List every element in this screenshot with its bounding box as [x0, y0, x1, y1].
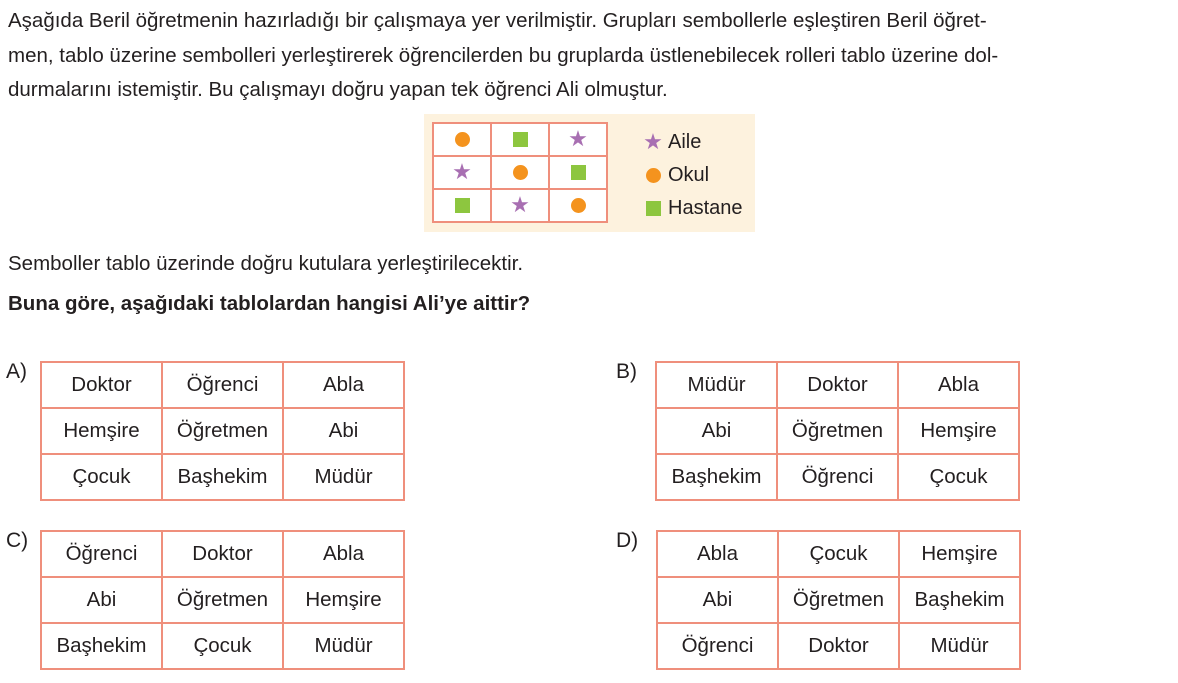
table-cell: Abla	[283, 362, 404, 408]
table-row	[41, 623, 404, 669]
table-cell: Öğrenci	[41, 531, 162, 577]
table-cell: Doktor	[162, 531, 283, 577]
table-cell: Doktor	[778, 623, 899, 669]
table-cell: Başhekim	[41, 623, 162, 669]
instruction-text: Semboller tablo üzerinde doğru kutulara yerleştirilecektir.	[8, 252, 524, 275]
option-b-table[interactable]	[655, 361, 1020, 501]
table-row	[41, 577, 404, 623]
table-cell: Hemşire	[283, 577, 404, 623]
table-cell: Çocuk	[41, 454, 162, 500]
table-row	[657, 623, 1020, 669]
table-cell: Abla	[898, 362, 1019, 408]
option-a-letter: A)	[6, 360, 27, 383]
symbol-grid	[432, 122, 608, 223]
intro-paragraph	[8, 4, 1172, 108]
table-row	[41, 531, 404, 577]
star-icon: ★	[643, 129, 663, 155]
symbol-grid-cell	[549, 123, 607, 156]
table-row	[41, 454, 404, 500]
option-c-letter: C)	[6, 529, 29, 552]
circle-icon	[646, 168, 661, 183]
intro-line-3: durmalarını istemiştir. Bu çalışmayı doğru yapan tek öğrenci Ali olmuştur.	[8, 78, 668, 101]
table-cell: Öğretmen	[778, 577, 899, 623]
table-cell: Öğretmen	[777, 408, 898, 454]
table-cell: Hemşire	[899, 531, 1020, 577]
table-row	[657, 531, 1020, 577]
circle-icon	[571, 198, 586, 213]
legend-label: Okul	[668, 164, 710, 186]
symbol-grid-cell	[433, 123, 491, 156]
option-c-table[interactable]	[40, 530, 405, 670]
table-row	[657, 577, 1020, 623]
table-cell: Abi	[283, 408, 404, 454]
table-cell: Öğrenci	[162, 362, 283, 408]
table-cell: Doktor	[41, 362, 162, 408]
symbol-grid-row	[433, 123, 607, 156]
question-text: Buna göre, aşağıdaki tablolardan hangisi Ali’ye aittir?	[8, 292, 531, 315]
legend-item-okul	[638, 159, 743, 192]
star-icon: ★	[568, 126, 588, 152]
table-cell: Öğrenci	[657, 623, 778, 669]
table-cell: Öğrenci	[777, 454, 898, 500]
circle-icon	[513, 165, 528, 180]
intro-line-2: men, tablo üzerine sembolleri yerleştirerek öğrencilerden bu gruplarda üstlenebilecek rolleri tablo üzerine dol-	[8, 43, 999, 67]
symbol-grid-cell	[549, 189, 607, 222]
option-d-letter: D)	[616, 529, 639, 552]
table-cell: Başhekim	[899, 577, 1020, 623]
table-cell: Müdür	[899, 623, 1020, 669]
option-a-table[interactable]	[40, 361, 405, 501]
symbol-grid-cell	[491, 156, 549, 189]
table-cell: Başhekim	[162, 454, 283, 500]
square-icon	[571, 165, 586, 180]
table-cell: Abla	[657, 531, 778, 577]
square-icon	[646, 201, 661, 216]
legend-list	[638, 126, 743, 225]
symbol-legend-panel	[424, 114, 755, 232]
table-row	[41, 408, 404, 454]
table-cell: Müdür	[283, 454, 404, 500]
table-cell: Öğretmen	[162, 577, 283, 623]
table-cell: Müdür	[656, 362, 777, 408]
table-cell: Müdür	[283, 623, 404, 669]
table-row	[656, 454, 1019, 500]
intro-line-1: Aşağıda Beril öğretmenin hazırladığı bir çalışmaya yer verilmiştir. Grupları sembollerle eşleştiren Beril öğret-	[8, 9, 987, 32]
table-cell: Çocuk	[162, 623, 283, 669]
table-cell: Abi	[41, 577, 162, 623]
star-icon: ★	[452, 159, 472, 185]
table-cell: Abi	[657, 577, 778, 623]
legend-label: Aile	[668, 131, 702, 153]
option-d-table[interactable]	[656, 530, 1021, 670]
symbol-grid-row	[433, 156, 607, 189]
symbol-grid-cell	[491, 123, 549, 156]
square-icon	[513, 132, 528, 147]
legend-item-hastane	[638, 192, 743, 225]
symbol-grid-row	[433, 189, 607, 222]
table-cell: Çocuk	[778, 531, 899, 577]
symbol-grid-cell	[433, 156, 491, 189]
table-cell: Abla	[283, 531, 404, 577]
square-icon	[455, 198, 470, 213]
symbol-grid-cell	[433, 189, 491, 222]
legend-label: Hastane	[668, 197, 743, 219]
legend-item-aile	[638, 126, 743, 159]
circle-icon	[455, 132, 470, 147]
table-row	[41, 362, 404, 408]
table-cell: Öğretmen	[162, 408, 283, 454]
symbol-grid-cell	[549, 156, 607, 189]
option-b-letter: B)	[616, 360, 637, 383]
table-cell: Hemşire	[898, 408, 1019, 454]
table-cell: Doktor	[777, 362, 898, 408]
table-cell: Abi	[656, 408, 777, 454]
table-cell: Çocuk	[898, 454, 1019, 500]
table-row	[656, 362, 1019, 408]
star-icon: ★	[510, 192, 530, 218]
table-cell: Başhekim	[656, 454, 777, 500]
table-row	[656, 408, 1019, 454]
table-cell: Hemşire	[41, 408, 162, 454]
symbol-grid-cell	[491, 189, 549, 222]
